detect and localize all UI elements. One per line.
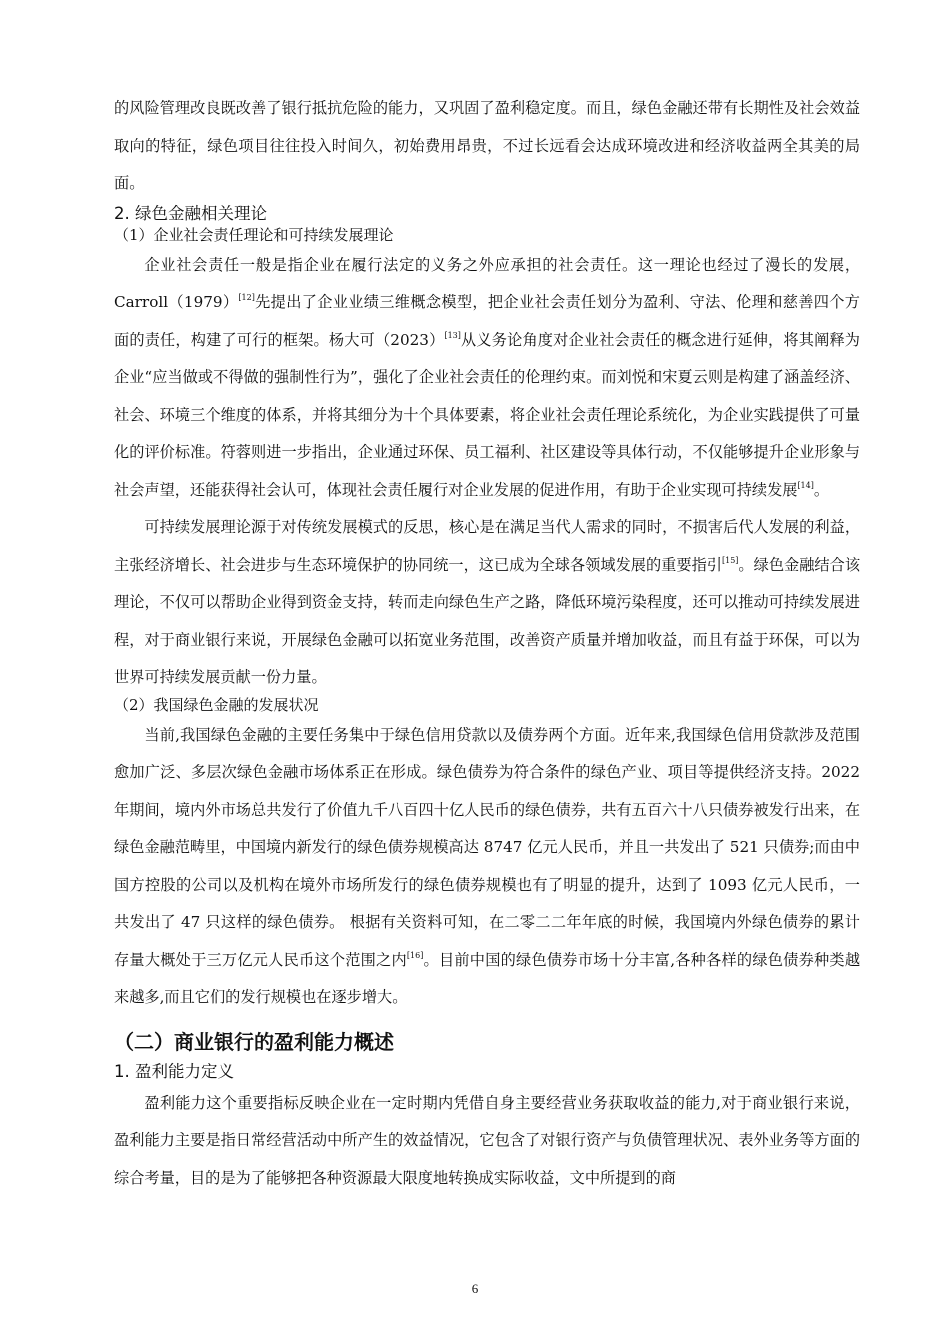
- page-content: [114, 90, 860, 1197]
- section-heading-green-finance-theory: 2. 绿色金融相关理论: [114, 203, 267, 223]
- paragraph-continuation: 的风险管理改良既改善了银行抵抗危险的能力，又巩固了盈利稳定度。而且，绿色金融还带有长期性及社会效益取向的特征，绿色项目往往投入时间久，初始费用昂贵，不过长远看会达成环境改进和经济收益两全其美的局面。: [114, 99, 860, 192]
- section-heading-profitability-definition: 1. 盈利能力定义: [114, 1061, 234, 1081]
- page-number: 6: [471, 1281, 479, 1296]
- citation-15: [15]: [721, 555, 739, 565]
- citation-12: [12]: [238, 293, 255, 302]
- text-run: 当前,我国绿色金融的主要任务集中于绿色信用贷款以及债券两个方面。近年来,我国绿色信用贷款涉及范围愈加广泛、多层次绿色金融市场体系正在形成。绿色债券为符合条件的绿色产业、项目等提供经济支持。2022 年期间，境内外市场总共发行了价值九千八百四十亿人民币的绿色债券，共有五百六十八只债券被发行出来，在绿色金融范畴里，中国境内新发行的绿色债券规模高达 8747 亿元人民币，并且一共发出了 521 只债券;而由中国方控股的公司以及机构在境外市场所发行的绿色债券规模也有了明显的提升，达到了 1093 亿元人民币，一共发出了 47 只这样的绿色债券。 根据有关资料可知，在二零二二年年底的时候，我国境内外绿色债券的累计存量大概处于三万亿元人民币这个范围之内: [114, 725, 860, 969]
- paragraph-profitability-definition: 盈利能力这个重要指标反映企业在一定时期内凭借自身主要经营业务获取收益的能力,对于商业银行来说，盈利能力主要是指日常经营活动中所产生的效益情况，它包含了对银行资产与负债管理状况、表外业务等方面的综合考量，目的是为了能够把各种资源最大限度地转换成实际收益，文中所提到的商: [114, 1093, 860, 1187]
- text-run: 。目前中国的绿色债券市场十分丰富,各种各样的绿色债券种类越来越多,而且它们的发行规模也在逐步增大。: [114, 950, 861, 1006]
- subsection-heading-green-finance-status: （2）我国绿色金融的发展状况: [114, 695, 319, 714]
- paragraph-sustainable-development: [114, 509, 860, 697]
- chapter-heading-profitability: （二）商业银行的盈利能力概述: [114, 1029, 394, 1054]
- paragraph-green-bonds: [114, 717, 860, 1017]
- citation-16: [16]: [406, 950, 424, 960]
- text-run: 可持续发展理论源于对传统发展模式的反思，核心是在满足当代人需求的同时，不损害后代人发展的利益，主张经济增长、社会进步与生态环境保护的协同统一，这已成为全球各领域发展的重要指引: [114, 518, 860, 574]
- text-run: 。绿色金融结合该理论，不仅可以帮助企业得到资金支持，转而走向绿色生产之路，降低环境污染程度，还可以推动可持续发展进程，对于商业银行来说，开展绿色金融可以拓宽业务范围，改善资产质量并增加收益，而且有益于环保，可以为世界可持续发展贡献一份力量。: [114, 555, 861, 686]
- text-run: 企业社会责任一般是指企业在履行法定的义务之外应承担的社会责任。这一理论也经过了漫长的发展，Carroll（1979）: [114, 255, 860, 311]
- text-run: 先提出了企业业绩三维概念模型，把企业社会责任划分为盈利、守法、伦理和慈善四个方面的责任，构建了可行的框架。杨大可（2023）: [114, 293, 860, 349]
- citation-14: [14]: [797, 480, 814, 490]
- text-run: 。: [813, 480, 830, 499]
- citation-13: [13]: [444, 330, 461, 340]
- subsection-heading-csr-theory: （1）企业社会责任理论和可持续发展理论: [114, 225, 394, 244]
- text-run: 从义务论角度对企业社会责任的概念进行延伸，将其阐释为企业“应当做或不得做的强制性行为”，强化了企业社会责任的伦理约束。而刘悦和宋夏云则是构建了涵盖经济、社会、环境三个维度的体系，并将其细分为十个具体要素，将企业社会责任理论系统化，为企业实践提供了可量化的评价标准。符蓉则进一步指出，企业通过环保、员工福利、社区建设等具体行动，不仅能够提升企业形象与社会声望，还能获得社会认可，体现社会责任履行对企业发展的促进作用，有助于企业实现可持续发展: [114, 330, 860, 499]
- paragraph-csr: [114, 247, 860, 510]
